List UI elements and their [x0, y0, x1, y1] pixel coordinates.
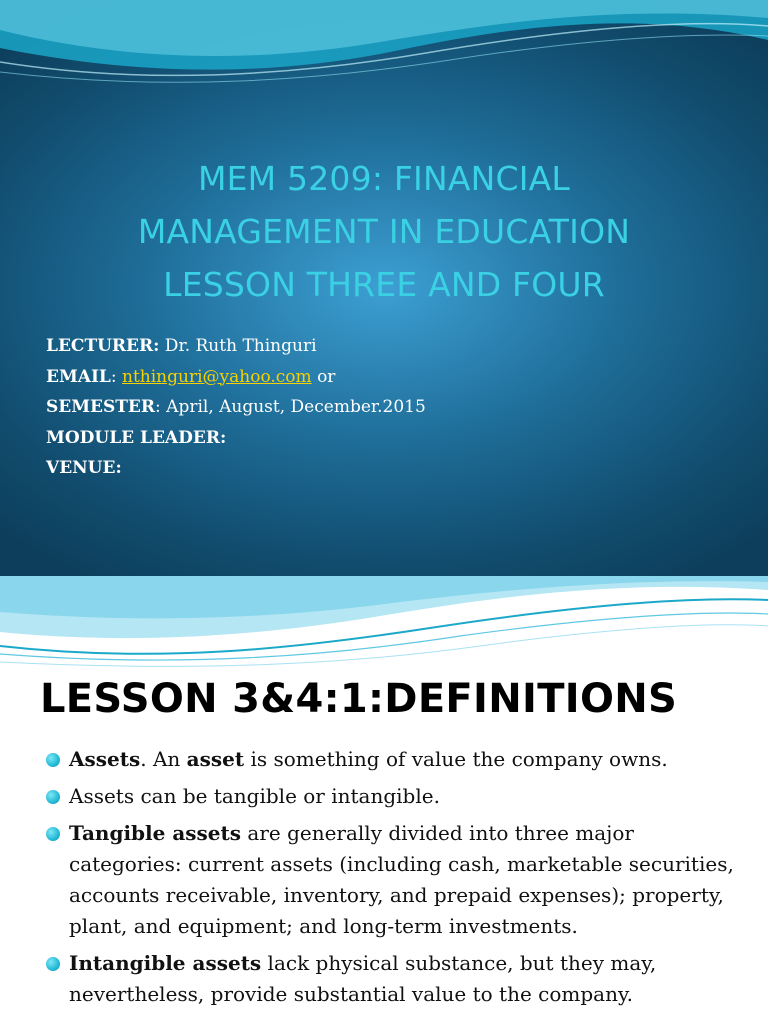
semester-label: SEMESTER [46, 397, 156, 417]
definitions-slide [0, 576, 768, 1024]
venue-label: VENUE: [46, 458, 122, 478]
module-leader-label: MODULE LEADER: [46, 427, 227, 448]
email-separator: : [110, 366, 123, 387]
bullet-text: are generally divided into three major categories: current assets (including cash, marketable securities, accounts receivable, inventory, and prepaid expenses); property, plant, and equipment; and long-term investments. [69, 821, 734, 938]
list-item [46, 744, 746, 775]
bullet-icon [46, 827, 60, 841]
title-line-3: LESSON THREE AND FOUR [163, 265, 605, 304]
term-intangible-assets: Intangible assets [69, 951, 262, 975]
bullet-icon [46, 957, 60, 971]
slide-heading: LESSON 3&4:1:DEFINITIONS [40, 676, 678, 722]
module-leader-row [46, 423, 726, 454]
bullet-text: Assets can be tangible or intangible. [69, 784, 440, 808]
lecturer-value: Dr. Ruth Thinguri [159, 336, 317, 356]
email-label: EMAIL [46, 366, 111, 387]
bullet-text: . An [140, 747, 187, 771]
wave-decoration [0, 576, 768, 676]
list-item [46, 948, 746, 1010]
wave-decoration [0, 0, 768, 90]
email-suffix: or [311, 366, 336, 387]
course-info [46, 331, 726, 484]
term-tangible-assets: Tangible assets [69, 821, 242, 845]
bullet-text: lack physical substance, but they may, nevertheless, provide substantial value to the company. [69, 951, 657, 1006]
list-item [46, 781, 746, 812]
bullet-text: is something of value the company owns. [244, 747, 668, 771]
definition-list [46, 744, 746, 1016]
bullet-icon [46, 753, 60, 767]
term-asset: asset [186, 747, 245, 771]
title-line-1: MEM 5209: FINANCIAL [197, 159, 571, 198]
term-assets: Assets [69, 747, 141, 771]
lecturer-label: LECTURER: [46, 336, 160, 356]
email-link[interactable]: nthinguri@yahoo.com [122, 366, 312, 387]
bullet-icon [46, 790, 60, 804]
semester-value: : April, August, December.2015 [155, 397, 426, 417]
venue-row [46, 453, 726, 484]
semester-row [46, 392, 726, 423]
slide-title [40, 152, 728, 311]
email-row [46, 362, 726, 393]
title-line-2: MANAGEMENT IN EDUCATION [137, 212, 631, 251]
list-item [46, 818, 746, 942]
lecturer-row [46, 331, 726, 362]
